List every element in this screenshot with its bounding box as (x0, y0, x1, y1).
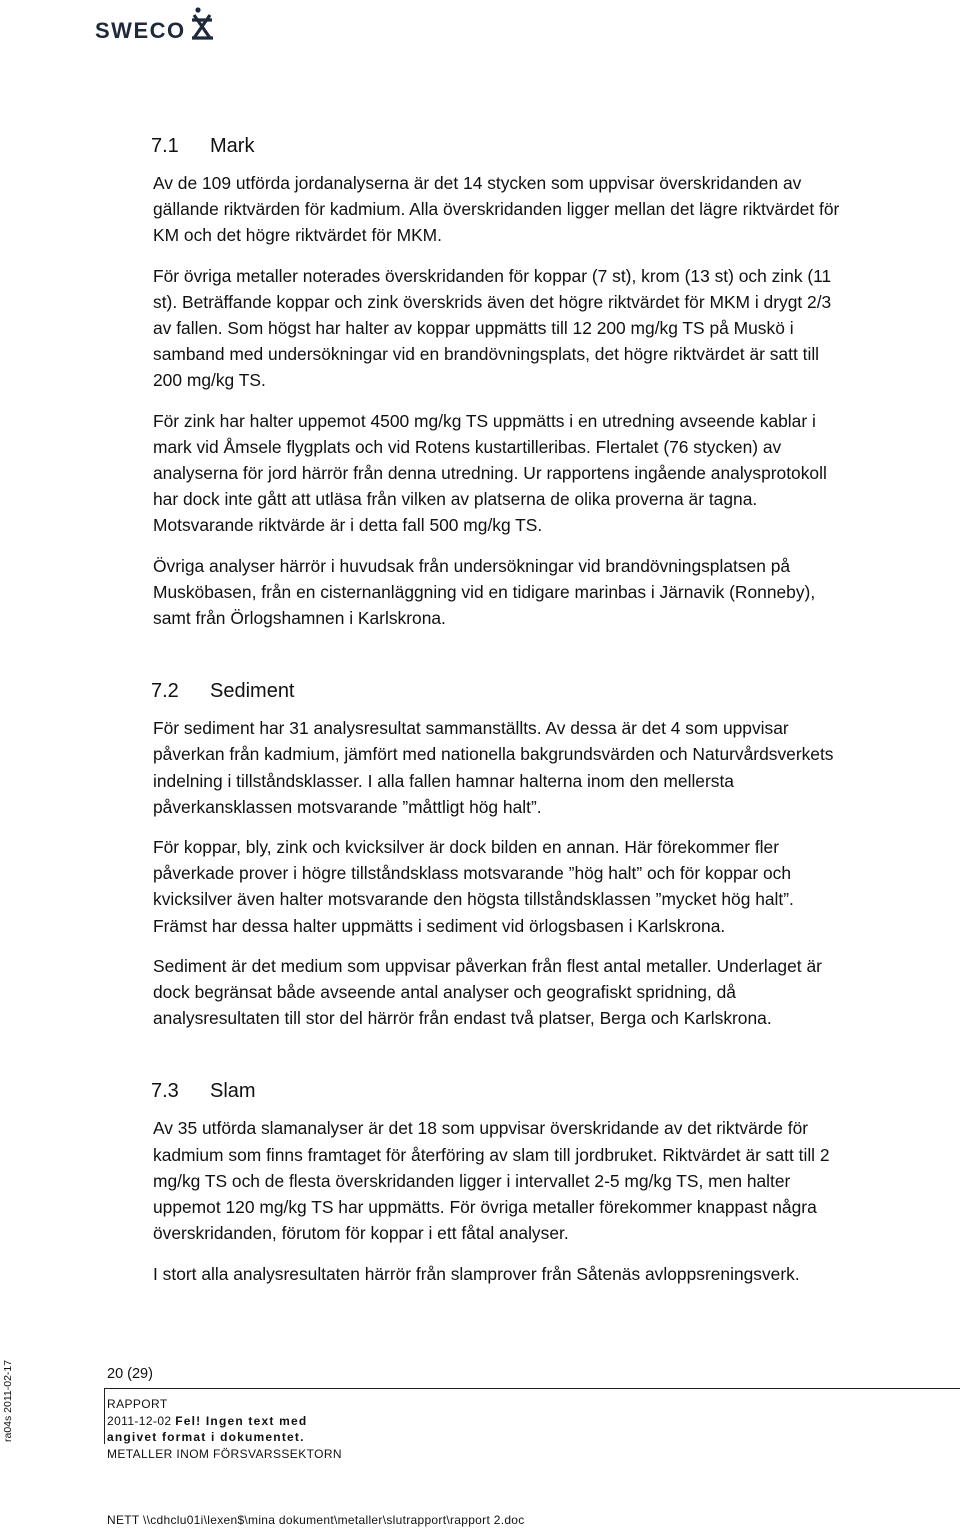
footer-info (107, 1396, 342, 1462)
paragraph: Av de 109 utförda jordanalyserna är det 14 stycken som uppvisar överskridanden av gällande riktvärden för kadmium. Alla överskridanden ligger mellan det lägre riktvärdet för KM och det högre riktvärdet för MKM. (153, 173, 840, 246)
sweco-star-icon (191, 6, 215, 44)
paragraph: För övriga metaller noterades överskridanden för koppar (7 st), krom (13 st) och zink (11 st). Beträffande koppar och zink överskrids även det högre riktvärdet för MKM i drygt 2/3 av fallen. Som högst har halter av koppar uppmätts till 12 200 mg/kg TS på Muskö i samband med undersökningar vid en brandövningsplats, det högre riktvärdet är satt till 200 mg/kg TS. (153, 265, 832, 391)
paragraph: Övriga analyser härrör i huvudsak från undersökningar vid brandövningsplatsen på Musköbasen, från en cisternanläggning vid en tidigare marinbas i Järnavik (Ronneby), samt från Örlogshamnen i Karlskrona. (153, 555, 816, 629)
paragraph: Sediment är det medium som uppvisar påverkan från flest antal metaller. Underlaget är dock begränsat både avseende antal analyser och geografiskt spridning, då analysresultaten till stor del härrör från endast två platser, Berga och Karlskrona. (153, 955, 822, 1029)
section-number: 7.2 (151, 680, 179, 703)
section-number: 7.1 (151, 135, 179, 157)
paragraph: För koppar, bly, zink och kvicksilver är dock bilden en annan. Här förekommer fler påverkade prover i högre tillståndsklass motsvarande ”hög halt” och för koppar och kvicksilver även halter motsvarande den högsta tillståndsklassen ”mycket hög halt”. Främst har dessa halter uppmätts i sediment vid örlogsbasen i Karlskrona. (153, 837, 794, 936)
logo-text: SWECO (95, 18, 186, 43)
paragraph: För sediment har 31 analysresultat sammanställts. Av dessa är det 4 som uppvisar påverkan från kadmium, jämfört med nationella bakgrundsvärden och Naturvårdsverkets indelning i tillståndsklasser. I alla fallen hamnar halterna inom den mellersta påverkansklassen motsvarande ”måttligt hög halt”. (153, 718, 834, 817)
field-error-1: Fel! Ingen text med (175, 1413, 308, 1428)
footer-divider-tick (104, 1388, 105, 1444)
page-number: 20 (29) (107, 1366, 153, 1382)
doc-type: RAPPORT (107, 1397, 168, 1411)
template-label: ra04s 2011-02-17 (2, 1359, 14, 1442)
date-line (107, 1413, 342, 1430)
section-title: Slam (210, 1080, 256, 1103)
sweco-logo (95, 4, 235, 46)
doc-date: 2011-12-02 (107, 1413, 172, 1428)
section-title: Mark (210, 135, 255, 157)
field-error-2: angivet format i dokumentet. (107, 1430, 305, 1445)
document-body (153, 128, 953, 1287)
section-number: 7.3 (151, 1080, 179, 1103)
section-title: Sediment (210, 680, 295, 703)
paragraph: I stort alla analysresultaten härrör från slamprover från Såtenäs avloppsreningsverk. (153, 1263, 800, 1284)
paragraph: Av 35 utförda slamanalyser är det 18 som uppvisar överskridande av det riktvärde för kadmium som finns framtaget för återföring av slam till jordbruket. Riktvärdet är satt till 2 mg/kg TS och de flesta överskridanden ligger i intervallet 2-5 mg/kg TS, men halter uppemot 120 mg/kg TS har uppmätts. För övriga metaller förekommer knappast några överskridanden, förutom för koppar i ett fåtal analyser. (153, 1118, 830, 1244)
paragraph: För zink har halter uppemot 4500 mg/kg TS uppmätts i en utredning avseende kablar i mark vid Åmsele flygplats och vid Rotens kustartilleribas. Flertalet (76 stycken) av analyserna för jord härrör från denna utredning. Ur rapportens ingående analysprotokoll har dock inte gått att utläsa från vilken av platserna de olika proverna är tagna. Motsvarande riktvärde är i detta fall 500 mg/kg TS. (153, 410, 827, 536)
section-heading-mark (151, 128, 953, 164)
project-name: METALLER INOM FÖRSVARSSEKTORN (107, 1446, 342, 1461)
section-heading-slam (151, 1073, 953, 1109)
section-heading-sediment (151, 673, 953, 709)
footer-divider (104, 1388, 960, 1389)
file-path: NETT \\cdhclu01i\lexen$\mina dokument\metaller\slutrapport\rapport 2.doc (107, 1513, 525, 1527)
